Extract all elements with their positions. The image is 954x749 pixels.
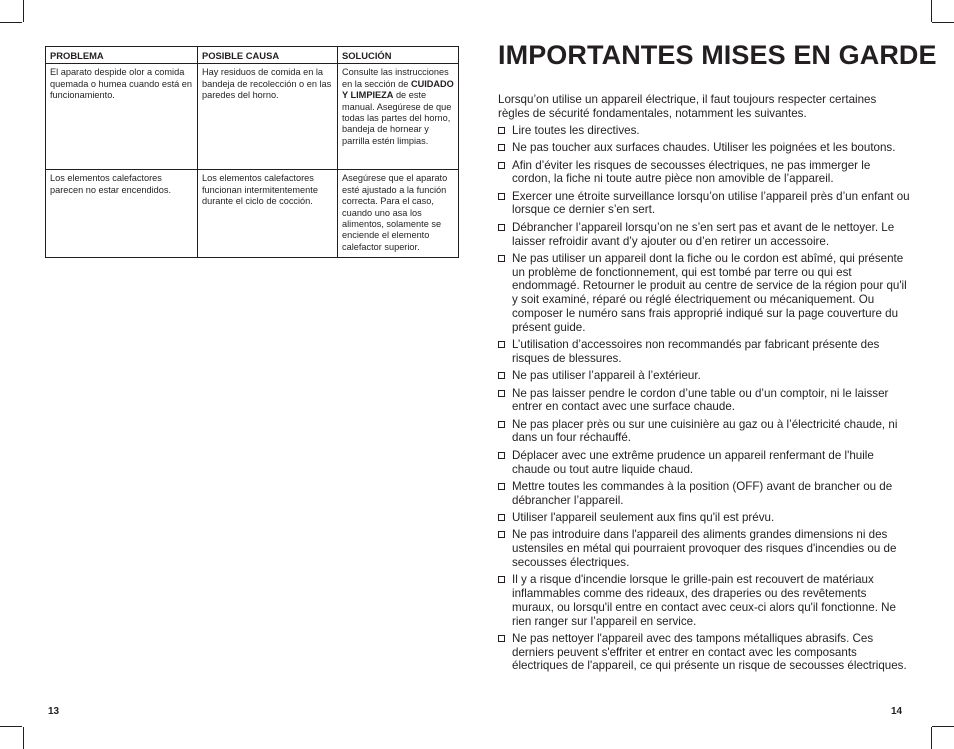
- cell-solucion: [338, 64, 459, 170]
- list-item: [498, 573, 910, 628]
- list-item: [498, 418, 910, 446]
- list-item: [498, 190, 910, 218]
- warnings-list: [498, 124, 910, 677]
- solucion-text: de este manual. Asegúrese de que todas las partes del horno, bandeja de hornear y parrilla estén limpias.: [342, 90, 452, 146]
- header-posible-causa: POSIBLE CAUSA: [198, 47, 338, 64]
- header-solucion: SOLUCIÓN: [338, 47, 459, 64]
- page-number-right: 14: [891, 706, 903, 717]
- list-item: [498, 449, 910, 477]
- list-item: [498, 338, 910, 366]
- table-row: [46, 64, 459, 170]
- list-item-text: Ne pas laisser pendre le cordon d’une table ou d’un comptoir, ni le laisser entrer en contact avec une surface chaude.: [512, 386, 889, 414]
- cell-causa: Los elementos calefactores funcionan intermitentemente durante el ciclo de cocción.: [198, 170, 338, 258]
- header-problema: PROBLEMA: [46, 47, 198, 64]
- list-item-text: Afin d’éviter les risques de secousses électriques, ne pas immerger le cordon, la fiche ni toute autre pièce non amovible de l’appareil.: [512, 158, 871, 186]
- checkbox-bullet-icon: [498, 483, 505, 490]
- table-row: [46, 170, 459, 258]
- crop-mark: [0, 22, 22, 23]
- list-item-text: Exercer une étroite surveillance lorsqu’on utilise l’appareil près d’un enfant ou lorsque ce dernier s’en sert.: [512, 189, 910, 217]
- list-item-text: Lire toutes les directives.: [512, 124, 640, 137]
- list-item: [498, 528, 910, 569]
- list-item: [498, 221, 910, 249]
- crop-mark: [23, 727, 24, 749]
- list-item-text: Ne pas utiliser un appareil dont la fiche ou le cordon est abîmé, qui présente un problème de fonctionnement, qui est tombé par terre ou qui est endommagé. Retourner le produit au centre de service de la région pour qu'il y soit examiné, réparé ou réglé électriquement ou mécaniquement. Ou composer le numéro sans frais approprié indiqué sur la page couverture du présent guide.: [512, 251, 907, 334]
- list-item-text: Déplacer avec une extrême prudence un appareil renfermant de l'huile chaude ou tout autre liquide chaud.: [512, 448, 874, 476]
- list-item-text: Ne pas nettoyer l'appareil avec des tampons métalliques abrasifs. Ces derniers peuvent s'effriter et entrer en contact avec les composants électriques de l'appareil, ce qui présente un risque de secousses électriques.: [512, 631, 907, 673]
- list-item-text: Ne pas utiliser l’appareil à l’extérieur.: [512, 369, 701, 383]
- cell-problema: Los elementos calefactores parecen no estar encendidos.: [46, 170, 198, 258]
- checkbox-bullet-icon: [498, 576, 505, 583]
- crop-mark: [0, 726, 22, 727]
- troubleshooting-table: [45, 46, 459, 258]
- list-item: [498, 369, 910, 383]
- solucion-text: Consulte las instrucciones en la sección de: [342, 67, 449, 89]
- list-item: [498, 141, 910, 155]
- checkbox-bullet-icon: [498, 255, 505, 262]
- list-item-text: Ne pas placer près ou sur une cuisinière au gaz ou à l’électricité chaude, ni dans un four réchauffé.: [512, 417, 898, 445]
- checkbox-bullet-icon: [498, 390, 505, 397]
- cell-causa: Hay residuos de comida en la bandeja de recolección o en las paredes del horno.: [198, 64, 338, 170]
- checkbox-bullet-icon: [498, 421, 505, 428]
- intro-text: Lorsqu’on utilise un appareil électrique, il faut toujours respecter certaines règles de sécurité fondamentales, notamment les suivantes.: [498, 93, 877, 120]
- list-item: [498, 387, 910, 415]
- table-header-row: [46, 47, 459, 64]
- crop-mark: [932, 726, 954, 727]
- list-item: [498, 632, 910, 673]
- checkbox-bullet-icon: [498, 372, 505, 379]
- checkbox-bullet-icon: [498, 635, 505, 642]
- checkbox-bullet-icon: [498, 144, 505, 151]
- crop-mark: [931, 0, 932, 22]
- solucion-bold-text: CUIDADO Y LIMPIEZA: [342, 78, 454, 101]
- crop-mark: [931, 727, 932, 749]
- crop-mark: [932, 22, 954, 23]
- list-item-text: Ne pas introduire dans l'appareil des aliments grandes dimensions ni des ustensiles en métal qui pourraient provoquer des risques d'incendies ou de secousses électriques.: [512, 528, 897, 569]
- list-item: [498, 480, 910, 508]
- cell-solucion: Asegúrese que el aparato esté ajustado a la función correcta. Para el caso, cuando uno asa los alimentos, solamente se enciende el elemento calefactor superior.: [338, 170, 459, 258]
- checkbox-bullet-icon: [498, 162, 505, 169]
- list-item: [498, 511, 910, 525]
- crop-mark: [23, 0, 24, 22]
- page-title: IMPORTANTES MISES EN GARDE: [498, 40, 937, 70]
- checkbox-bullet-icon: [498, 531, 505, 538]
- list-item: [498, 252, 910, 335]
- checkbox-bullet-icon: [498, 452, 505, 459]
- list-item-text: Débrancher l’appareil lorsqu’on ne s’en sert pas et avant de le nettoyer. Le laisser refroidir avant d’y ajouter ou d’en retirer un accessoire.: [512, 220, 895, 248]
- checkbox-bullet-icon: [498, 193, 505, 200]
- list-item: [498, 124, 910, 138]
- checkbox-bullet-icon: [498, 224, 505, 231]
- page-number-left: 13: [48, 706, 60, 717]
- list-item-text: Utiliser l'appareil seulement aux fins qu'il est prévu.: [512, 510, 775, 524]
- checkbox-bullet-icon: [498, 127, 505, 134]
- list-item-text: Ne pas toucher aux surfaces chaudes. Utiliser les poignées et les boutons.: [512, 141, 896, 155]
- list-item: [498, 159, 910, 187]
- checkbox-bullet-icon: [498, 514, 505, 521]
- list-item-text: Mettre toutes les commandes à la position (OFF) avant de brancher ou de débrancher l’appareil.: [512, 479, 893, 507]
- cell-problema: El aparato despide olor a comida quemada o humea cuando está en funcionamiento.: [46, 64, 198, 170]
- list-item-text: L’utilisation d’accessoires non recommandés par fabricant présente des risques de blessures.: [512, 338, 880, 365]
- checkbox-bullet-icon: [498, 341, 505, 348]
- list-item-text: Il y a risque d'incendie lorsque le grille-pain est recouvert de matériaux inflammables comme des rideaux, des draperies ou des revêtements muraux, ou lorsqu'il entre en contact avec ceux-ci alors qu'il fonctionne. Ne rien ranger sur l’appareil en service.: [512, 573, 896, 628]
